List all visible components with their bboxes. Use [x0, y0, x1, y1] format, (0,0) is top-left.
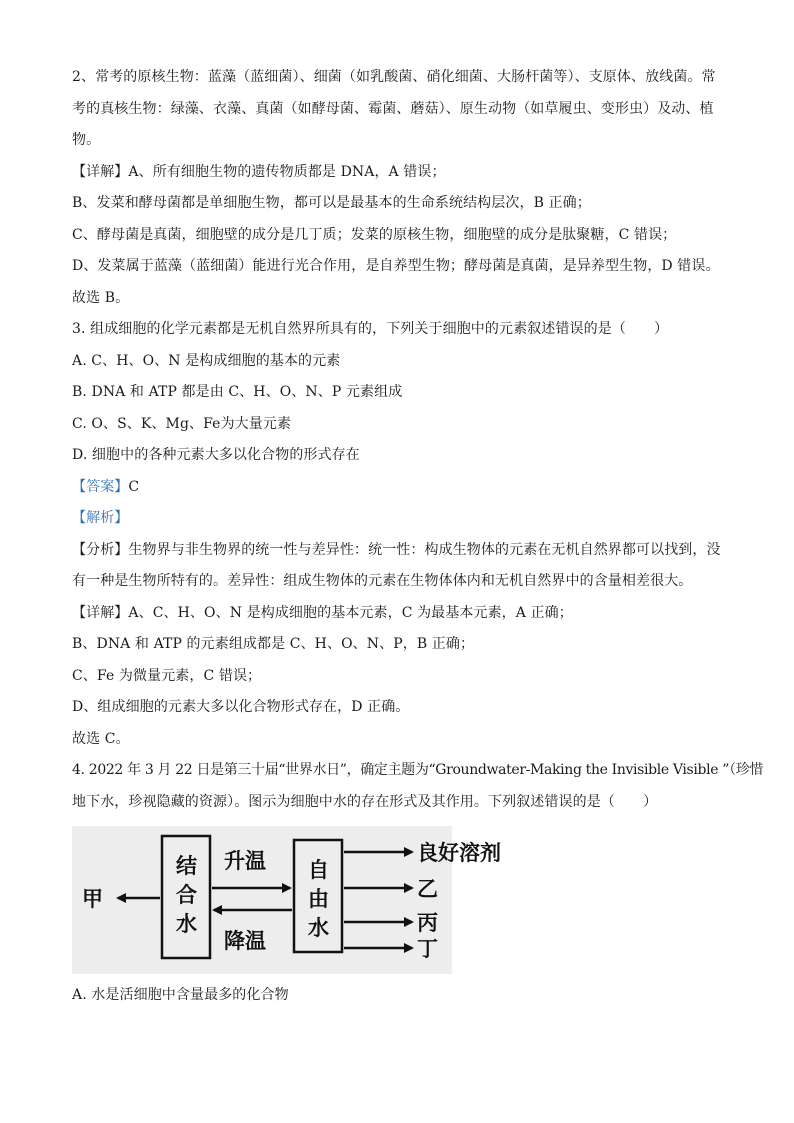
analysis-tag: 【解析】 — [72, 510, 129, 526]
fenxi-text: 生物界与非生物界的统一性与差异性：统一性：构成生物体的元素在无机自然界都可以找到，没 — [128, 541, 721, 558]
detail-text: A、所有细胞生物的遗传物质都是 DNA，A 错误； — [128, 163, 446, 180]
answer-tag: 【答案】 — [72, 478, 129, 495]
detail-tag: 【详解】 — [72, 163, 129, 180]
text-line: D、发菜属于蓝藻（蓝细菌）能进行光合作用，是自养型生物；酵母菌是真菌，是异养型生物，D 错误。 — [72, 258, 720, 274]
bound-water-char: 合 — [176, 883, 197, 907]
output-jia: 甲 — [82, 887, 103, 911]
output-yi: 乙 — [417, 877, 438, 901]
option-c: C. O、S、K、Mg、Fe为大量元素 — [72, 415, 292, 432]
question-3-stem: 3. 组成细胞的化学元素都是无机自然界所具有的，下列关于细胞中的元素叙述错误的是（ ） — [72, 321, 669, 337]
option-a: A. C、H、O、N 是构成细胞的基本的元素 — [72, 352, 341, 369]
document-page — [72, 62, 764, 1012]
answer-value: C — [128, 478, 140, 495]
text-line: D、组成细胞的元素大多以化合物形式存在，D 正确。 — [72, 699, 410, 715]
fenxi-line — [72, 535, 727, 567]
text-line: C、Fe 为微量元素，C 错误； — [72, 667, 262, 684]
detail-line — [72, 157, 727, 189]
diagram-svg — [72, 826, 501, 974]
detail-line — [72, 598, 727, 630]
text-line: B、发菜和酵母菌都是单细胞生物，都可以是最基本的生命系统结构层次，B 正确； — [72, 195, 591, 211]
free-water-char: 自 — [308, 858, 329, 882]
bound-water-char: 水 — [176, 912, 197, 936]
text-line: C、酵母菌是真菌，细胞壁的成分是几丁质；发菜的原核生物，细胞壁的成分是肽聚糖，C 错误； — [72, 226, 677, 243]
cool-label: 降温 — [224, 929, 266, 953]
text-line: 有一种是生物所特有的。差异性：组成生物体的元素在生物体体内和无机自然界中的含量相差很大。 — [72, 573, 693, 589]
text-line: B、DNA 和 ATP 的元素组成都是 C、H、O、N、P，B 正确； — [72, 636, 475, 652]
bound-water-char: 结 — [176, 854, 197, 878]
output-ding: 丁 — [417, 937, 438, 961]
text-line: 物。 — [72, 132, 101, 148]
question-4-stem: 4. 2022 年 3 月 22 日是第三十届“世界水日”，确定主题为“Groundwater-Making the Invisible Visible ”（珍惜 — [72, 762, 764, 778]
option-d: D. 细胞中的各种元素大多以化合物的形式存在 — [72, 447, 360, 463]
water-forms-diagram — [72, 826, 501, 974]
text-line: 故选 B。 — [72, 289, 130, 306]
text-line: 2、常考的原核生物：蓝藻（蓝细菌）、细菌（如乳酸菌、硝化细菌、大肠杆菌等）、支原体、放线菌。常 — [72, 69, 716, 85]
detail-tag: 【详解】 — [72, 604, 129, 621]
text-line: 考的真核生物：绿藻、衣藻、真菌（如酵母菌、霉菌、蘑菇）、原生动物（如草履虫、变形虫）及动、植 — [72, 100, 714, 117]
answer-line — [72, 472, 727, 504]
detail-text: A、C、H、O、N 是构成细胞的基本元素，C 为最基本元素，A 正确； — [128, 604, 573, 621]
heat-label: 升温 — [224, 849, 266, 873]
option-a: A. 水是活细胞中含量最多的化合物 — [72, 987, 289, 1003]
analysis-line — [72, 503, 727, 535]
output-solvent: 良好溶剂 — [417, 841, 501, 865]
free-water-char: 水 — [308, 916, 329, 940]
output-bing: 丙 — [417, 911, 438, 935]
option-b: B. DNA 和 ATP 都是由 C、H、O、N、P 元素组成 — [72, 384, 403, 400]
conclusion-line: 故选 C。 — [72, 730, 130, 747]
question-4-stem-cont: 地下水，珍视隐藏的资源）。图示为细胞中水的存在形式及其作用。下列叙述错误的是（ ） — [72, 793, 658, 810]
fenxi-tag: 【分析】 — [72, 541, 129, 558]
free-water-char: 由 — [308, 887, 329, 911]
